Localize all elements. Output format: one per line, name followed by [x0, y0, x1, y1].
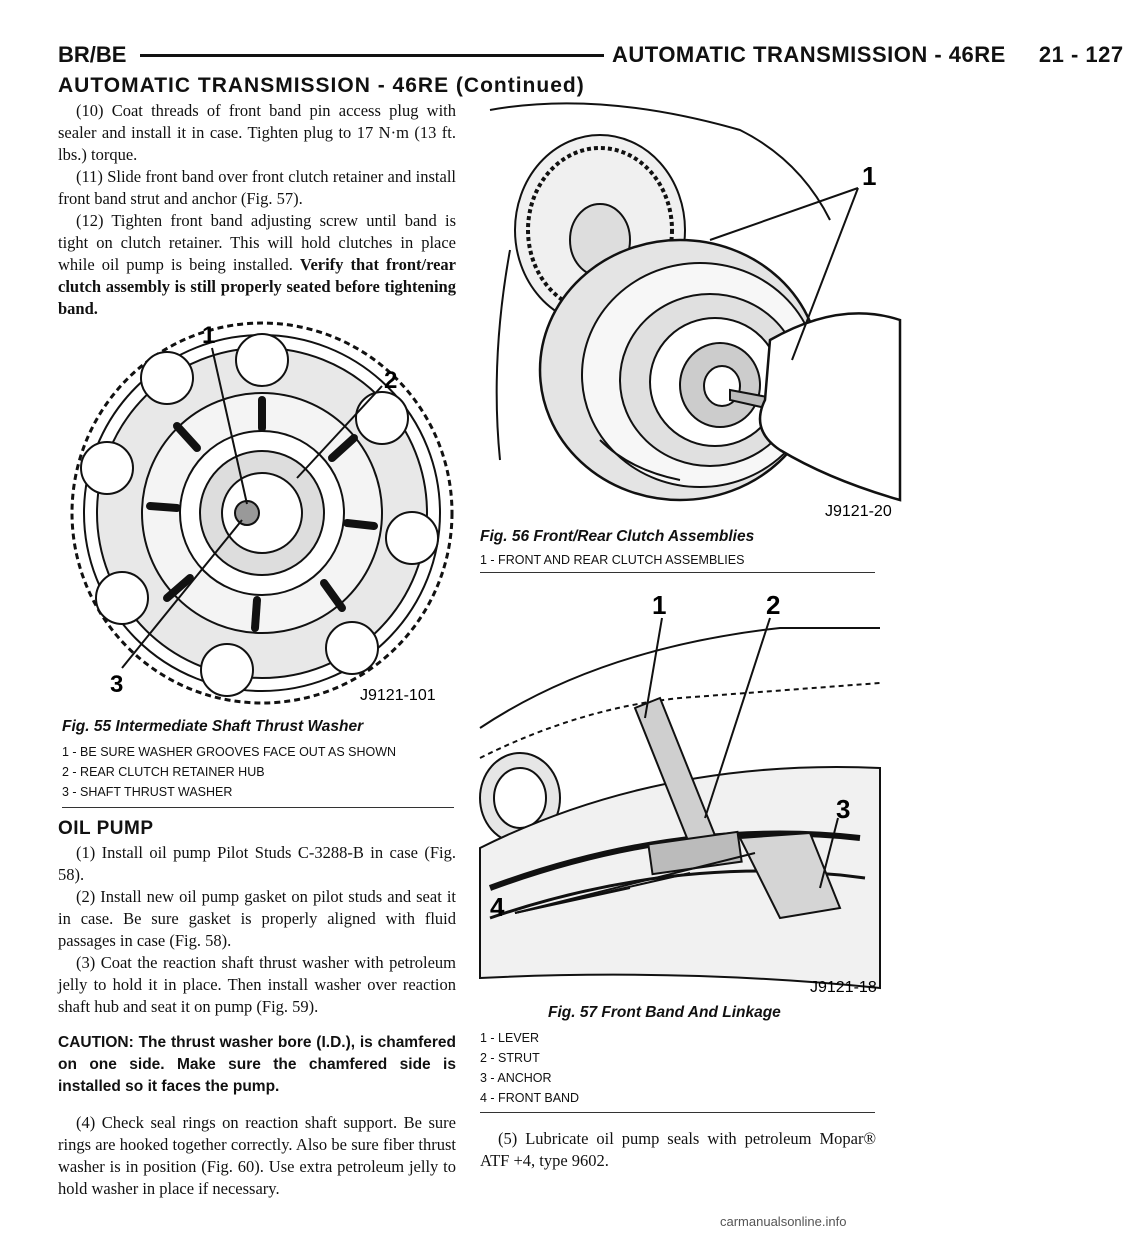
- watermark: carmanualsonline.info: [720, 1214, 847, 1229]
- fig57-callout-3: 3: [836, 794, 851, 824]
- fig57-legend-3: 3 - ANCHOR: [480, 1071, 552, 1085]
- caution-note: CAUTION: The thrust washer bore (I.D.), is chamfered on one side. Make sure the chamfered side is installed so it faces the pump.: [58, 1034, 456, 1095]
- right-column-text: [480, 1128, 876, 1172]
- fig57-legend-1: 1 - LEVER: [480, 1031, 540, 1045]
- fig55-callout-1: 1: [202, 322, 216, 349]
- fig57-legend: [480, 1028, 579, 1108]
- section-oil-pump: OIL PUMP: [58, 818, 154, 839]
- fig55-rule: [62, 807, 454, 808]
- fig56-code: J9121-20: [825, 503, 892, 520]
- continued-title: AUTOMATIC TRANSMISSION - 46RE (Continued): [58, 74, 585, 97]
- fig57-legend-2: 2 - STRUT: [480, 1051, 540, 1065]
- fig55-legend: [62, 742, 396, 802]
- fig56-illustration: [480, 100, 900, 522]
- fig57-title: Fig. 57 Front Band And Linkage: [548, 1004, 781, 1021]
- fig55-code: J9121-101: [360, 687, 436, 704]
- oil-pump-step-4: (4) Check seal rings on reaction shaft support. Be sure rings are hooked together correctly. Also be sure fiber thrust washer is in position (Fig. 60). Use extra petroleum jelly to hold washer in place if necessary.: [58, 1113, 456, 1198]
- header-rule: [140, 54, 604, 57]
- oil-pump-step-3: (3) Coat the reaction shaft thrust washer with petroleum jelly to hold it in place. Then install washer over reaction shaft hub and seat it on pump (Fig. 59).: [58, 953, 456, 1016]
- fig55-legend-2: 2 - REAR CLUTCH RETAINER HUB: [62, 765, 265, 779]
- header-right: AUTOMATIC TRANSMISSION - 46RE 21 - 127: [612, 42, 1124, 67]
- fig55-legend-3: 3 - SHAFT THRUST WASHER: [62, 785, 233, 799]
- left-column-top: [58, 100, 456, 320]
- fig55-callout-2: 2: [384, 367, 398, 394]
- step-12-text: (12) Tighten front band adjusting screw until band is tight on clutch retainer. This will hold clutches in place while oil pump is being installed.: [58, 211, 456, 274]
- oil-pump-step-5: (5) Lubricate oil pump seals with petroleum Mopar® ATF +4, type 9602.: [480, 1129, 876, 1170]
- fig55-legend-1: 1 - BE SURE WASHER GROOVES FACE OUT AS SHOWN: [62, 745, 397, 759]
- fig57-code: J9121-18: [810, 979, 877, 996]
- fig57-callout-1: 1: [652, 590, 667, 620]
- step-10: (10) Coat threads of front band pin access plug with sealer and install it in case. Tighten plug to 17 N·m (13 ft. lbs.) torque.: [58, 101, 456, 164]
- fig57-rule: [480, 1112, 875, 1113]
- fig56-legend: [480, 550, 744, 570]
- fig56-rule: [480, 572, 875, 573]
- fig56-legend-1: 1 - FRONT AND REAR CLUTCH ASSEMBLIES: [480, 553, 745, 567]
- fig57-callout-2: 2: [766, 590, 781, 620]
- step-11: (11) Slide front band over front clutch retainer and install front band strut and anchor (Fig. 57).: [58, 167, 456, 208]
- left-column-bottom: [58, 842, 456, 1200]
- oil-pump-step-2: (2) Install new oil pump gasket on pilot studs and seat it in case. Be sure gasket is properly aligned with fluid passages in case (Fig. 58).: [58, 887, 456, 950]
- fig57-legend-4: 4 - FRONT BAND: [480, 1091, 580, 1105]
- fig55-callout-3: 3: [110, 671, 124, 698]
- fig55-title: Fig. 55 Intermediate Shaft Thrust Washer: [62, 718, 364, 735]
- oil-pump-step-1: (1) Install oil pump Pilot Studs C-3288-B in case (Fig. 58).: [58, 843, 456, 884]
- fig56-title: Fig. 56 Front/Rear Clutch Assemblies: [480, 528, 755, 545]
- fig57-illustration: [480, 588, 880, 998]
- fig57-callout-4: 4: [490, 892, 505, 922]
- header-left: BR/BE: [58, 42, 127, 67]
- fig56-callout-1: 1: [862, 161, 877, 191]
- step-12-bold: Verify that front/rear clutch assembly is still properly seated before tightening band.: [58, 255, 457, 318]
- fig55-illustration: [62, 308, 454, 710]
- step-12: [58, 210, 456, 320]
